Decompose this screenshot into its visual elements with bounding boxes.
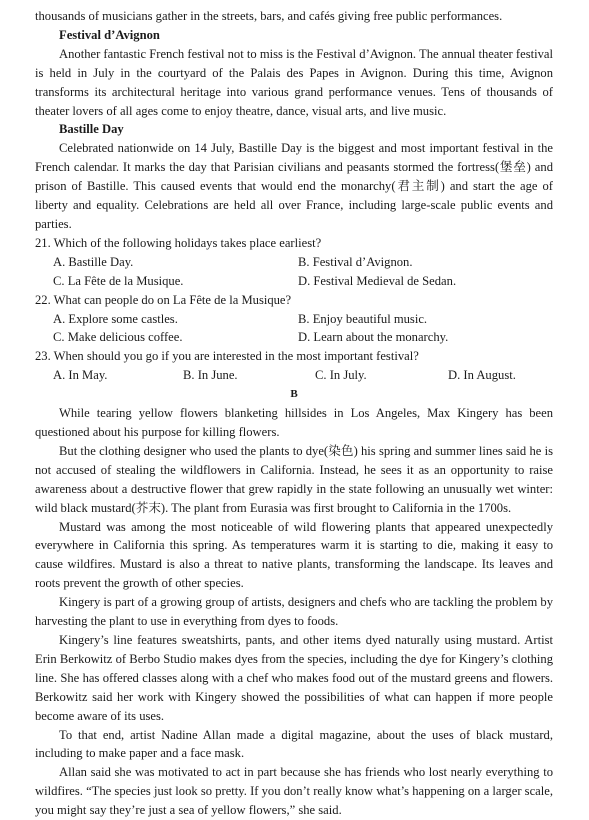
paragraph-b1: While tearing yellow flowers blanketing hillsides in Los Angeles, Max Kingery has been questioned about his purpose for killing flowers. [35,406,553,440]
option-a: A. Bastille Day. [53,254,134,269]
paragraph-b7: Allan said she was motivated to act in part because she has friends who lost nearly everything to wildfires. “The species just look so pretty. If you don’t really know what’s happening on a larger scale, you might say they’re just a sea of yellow flowers,” she said. [35,765,553,818]
option-a: A. Explore some castles. [53,311,178,326]
section-b-marker: B [290,388,298,401]
option-b: B. In June. [183,368,238,383]
options [35,253,553,291]
question-stem: 21. Which of the following holidays takes place earliest? [35,235,322,250]
option-d: D. Learn about the monarchy. [298,330,449,345]
question-stem: 23. When should you go if you are interested in the most important festival? [35,349,419,364]
question-23 [35,347,553,385]
paragraph-avignon: Another fantastic French festival not to miss is the Festival d’Avignon. The annual theater festival is held in July in the courtyard of the Palais des Papes in Avignon. During this time, Avignon transforms its architectural heritage into various grand performance venues. Tens of thousands of theater lovers of all ages come to enjoy theatre, dance, visual arts, and live music. [35,46,553,118]
passage-a-intro: thousands of musicians gather in the streets, bars, and cafés giving free public performances. [35,9,503,23]
option-b: B. Enjoy beautiful music. [298,311,428,326]
option-c: C. In July. [315,368,367,383]
question-22 [35,291,553,348]
option-a: A. In May. [53,368,108,383]
paragraph-b4: Kingery is part of a growing group of artists, designers and chefs who are tackling the problem by harvesting the plant to use in everything from dyes to foods. [35,595,553,629]
option-c: C. Make delicious coffee. [53,330,183,345]
question-21 [35,234,553,291]
heading-bastille: Bastille Day [59,122,124,137]
paragraph-b6: To that end, artist Nadine Allan made a digital magazine, about the uses of black mustard, including to make paper and a face mask. [35,727,553,761]
option-d: D. In August. [448,368,516,383]
paragraph-b5: Kingery’s line features sweatshirts, pants, and other items dyed naturally using mustard. Artist Erin Berkowitz of Berbo Studio makes dyes from the species, including the dye for Kingery’s clothing line. She has offered classes along with a chef who makes food out of the mustard greens and flowers. Berkowitz said her work with Kingery showed the possibilities of what can happen if more people become aware of its uses. [35,633,553,723]
paragraph-b2: But the clothing designer who used the plants to dye(染色) his spring and summer lines said he is not accused of stealing the wildflowers in California. Instead, he sees it as an opportunity to raise awareness about a destructive flower that grew rapidly in the state following an unusually wet winter: wild black mustard(芥末). The plant from Eurasia was first brought to California in the 1700s. [35,443,553,515]
options [35,310,553,348]
paragraph-b3: Mustard was among the most noticeable of wild flowering plants that appeared unexpectedly everywhere in California this spring. As temperatures warm it is starting to die, making it easy to cause wildfires. Mustard is also a threat to native plants, transforming the landscape. Its leaves and roots prevent the growth of other species. [35,519,553,591]
question-stem: 22. What can people do on La Fête de la Musique? [35,292,292,307]
option-d: D. Festival Medieval de Sedan. [298,273,457,288]
option-b: B. Festival d’Avignon. [298,254,413,269]
heading-avignon: Festival d’Avignon [59,27,160,42]
options [35,366,553,385]
option-c: C. La Fête de la Musique. [53,273,184,288]
paragraph-bastille: Celebrated nationwide on 14 July, Bastille Day is the biggest and most important festival in the French calendar. It marks the day that Parisian civilians and peasants stormed the fortress(堡垒) and prison of Bastille. This caused events that would end the monarchy(君主制) and start the age of liberty and equality. Celebrations are held all over France, including large-scale public events and parties. [35,141,553,231]
